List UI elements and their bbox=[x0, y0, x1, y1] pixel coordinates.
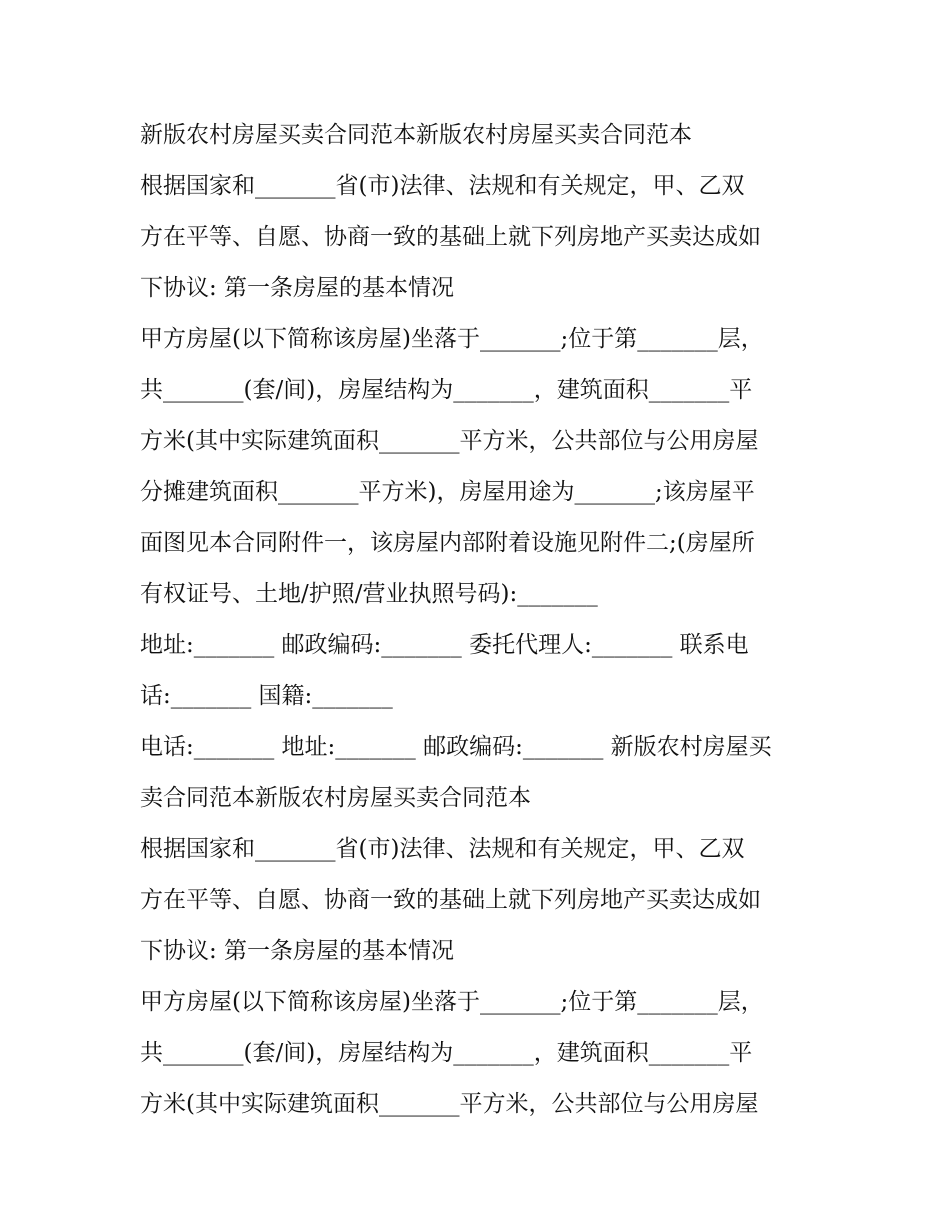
text-line-6: 共_______(套/间)，房屋结构为_______，建筑面积_______平 bbox=[140, 377, 753, 403]
text-line-20: 方米(其中实际建筑面积_______平方米，公共部位与公用房屋 bbox=[140, 1091, 759, 1117]
text-line-15: 根据国家和_______省(市)法律、法规和有关规定，甲、乙双 bbox=[140, 836, 745, 862]
text-line-13: 电话:_______ 地址:_______ 邮政编码:_______ 新版农村房屋买 bbox=[140, 734, 772, 760]
text-line-3: 方在平等、自愿、协商一致的基础上就下列房地产买卖达成如 bbox=[140, 224, 761, 250]
text-line-2: 根据国家和_______省(市)法律、法规和有关规定，甲、乙双 bbox=[140, 173, 745, 199]
text-line-7: 方米(其中实际建筑面积_______平方米，公共部位与公用房屋 bbox=[140, 428, 759, 454]
text-line-8: 分摊建筑面积_______平方米)，房屋用途为_______;该房屋平 bbox=[140, 479, 755, 505]
text-line-16: 方在平等、自愿、协商一致的基础上就下列房地产买卖达成如 bbox=[140, 887, 761, 913]
text-line-18: 甲方房屋(以下简称该房屋)坐落于_______;位于第_______层， bbox=[140, 989, 764, 1015]
text-line-9: 面图见本合同附件一，该房屋内部附着设施见附件二;(房屋所 bbox=[140, 530, 755, 556]
text-line-19: 共_______(套/间)，房屋结构为_______，建筑面积_______平 bbox=[140, 1040, 753, 1066]
text-line-5: 甲方房屋(以下简称该房屋)坐落于_______;位于第_______层， bbox=[140, 326, 764, 352]
text-line-12: 话:_______ 国籍:_______ bbox=[140, 683, 393, 709]
text-line-17: 下协议: 第一条房屋的基本情况 bbox=[140, 938, 455, 964]
text-line-10: 有权证号、土地/护照/营业执照号码):_______ bbox=[140, 581, 598, 607]
text-line-4: 下协议: 第一条房屋的基本情况 bbox=[140, 275, 455, 301]
text-line-14: 卖合同范本新版农村房屋买卖合同范本 bbox=[140, 785, 531, 811]
text-line-11: 地址:_______ 邮政编码:_______ 委托代理人:_______ 联系电 bbox=[140, 632, 749, 658]
text-line-1: 新版农村房屋买卖合同范本新版农村房屋买卖合同范本 bbox=[140, 122, 692, 148]
document-body bbox=[140, 110, 820, 1130]
